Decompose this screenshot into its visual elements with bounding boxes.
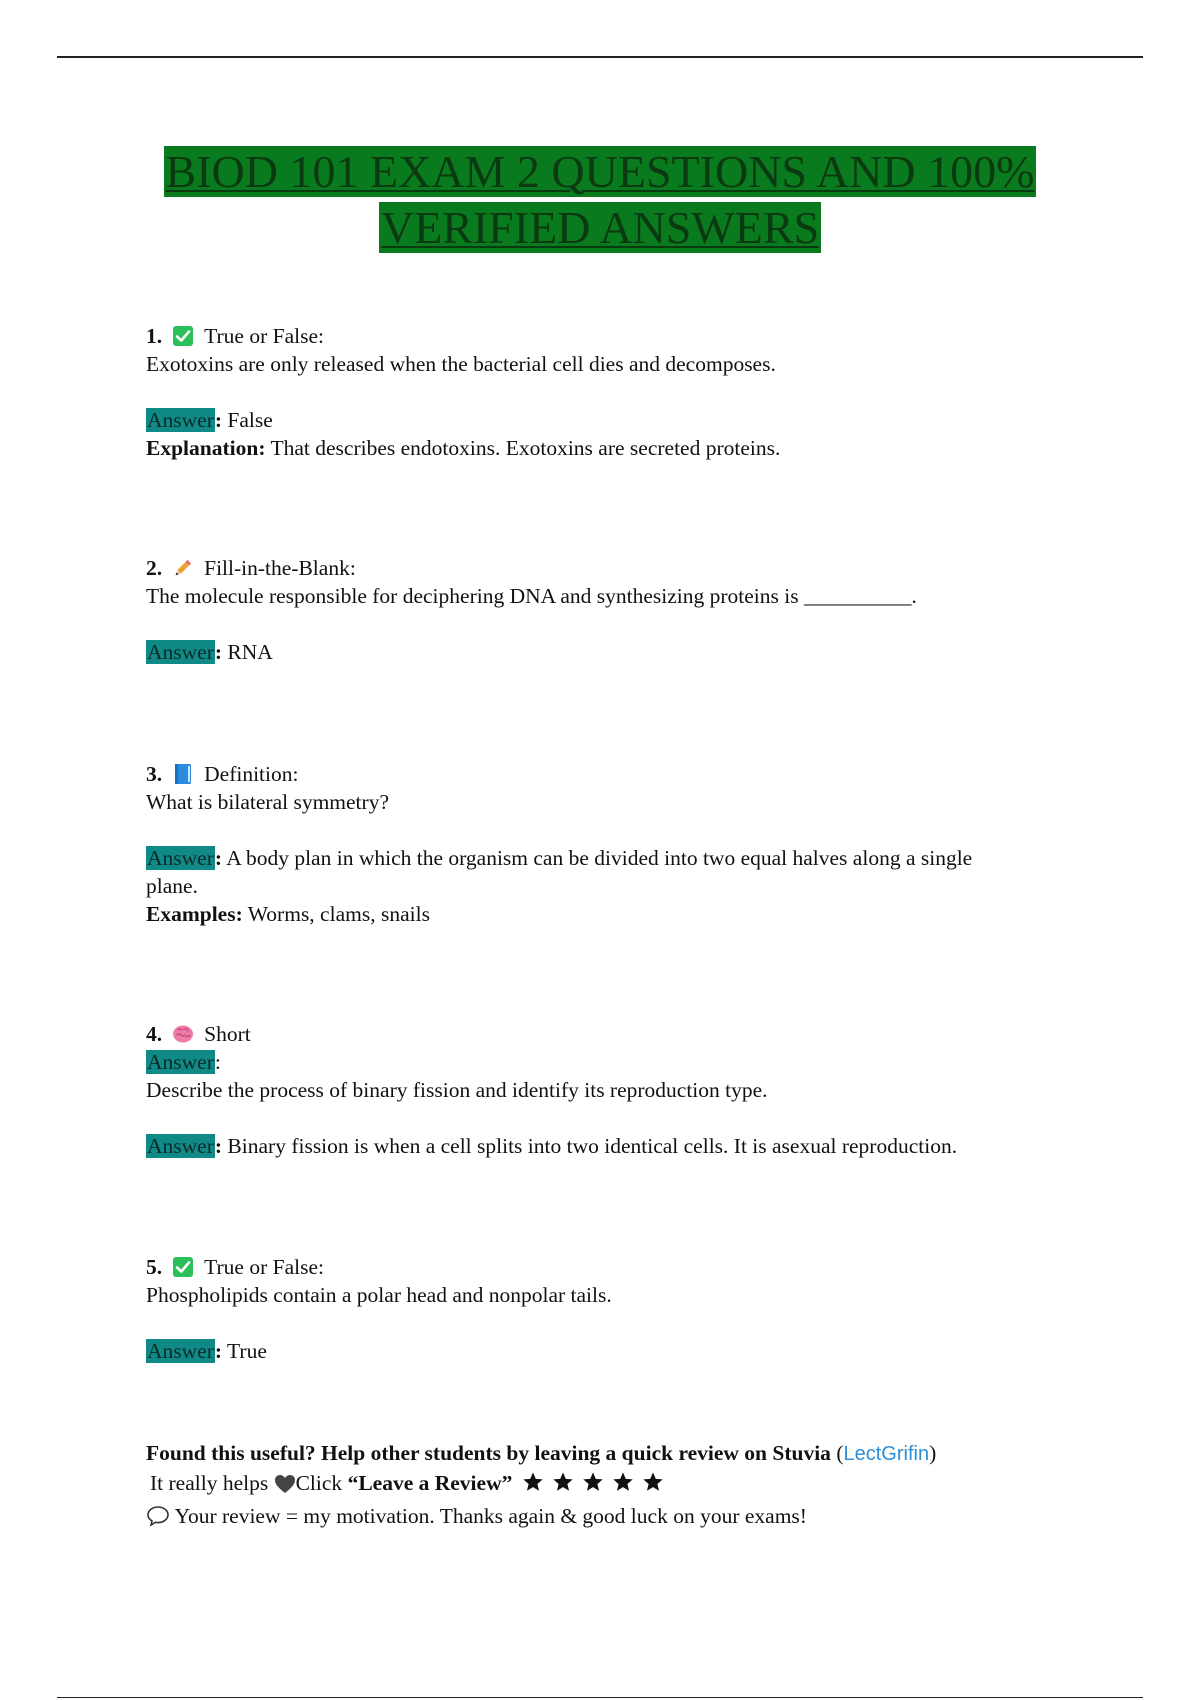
explanation-text: That describes endotoxins. Exotoxins are secreted proteins. [265,436,781,460]
question-prompt: The molecule responsible for deciphering DNA and synthesizing proteins is __________. [146,584,917,608]
question-prompt: Describe the process of binary fission and identify its reproduction type. [146,1078,768,1102]
examples-line [146,900,1086,928]
review-footer [146,1439,1106,1535]
question-type: True or False: [204,1255,324,1279]
bottom-rule [57,1697,1143,1698]
review-helps-line: It really helps Click “Leave a Review” [146,1469,1106,1502]
answer-text: A body plan in which the organism can be divided into two equal halves along a single [222,846,973,870]
answer-label: Answer [147,846,214,870]
answer-line [146,638,1086,666]
leave-review-label: “Leave a Review” [347,1471,513,1495]
question-prompt: Phospholipids contain a polar head and nonpolar tails. [146,1283,612,1307]
question-number: 3. [146,762,163,786]
five-stars [522,1471,664,1493]
question-type-continued: Answer: [147,1050,221,1074]
heart-icon [274,1473,296,1502]
title-line-1: BIOD 101 EXAM 2 QUESTIONS AND 100% [165,146,1035,197]
review-cta: Found this useful? Help other students by leaving a quick review on Stuvia [146,1441,831,1465]
answer-line [146,406,1086,434]
answer-line [146,1337,1086,1365]
top-rule [57,56,1143,58]
brain-icon [172,1023,194,1045]
answer-colon: : [214,1339,223,1363]
star-icon [522,1471,544,1493]
question-2 [146,554,1086,666]
author-link[interactable]: LectGrifin [843,1443,930,1465]
answer-value: RNA [222,640,273,664]
answer-label: Answer [147,1134,214,1158]
answer-value: True [222,1339,267,1363]
review-motivation-line: Your review = my motivation. Thanks again & good luck on your exams! [146,1502,1106,1535]
check-box-icon [172,325,194,347]
answer-colon: : [214,846,223,870]
star-icon [552,1471,574,1493]
star-icon [642,1471,664,1493]
answer-text-continued: plane. [146,874,198,898]
blue-book-icon [172,763,194,785]
question-5 [146,1253,1086,1365]
question-number: 5. [146,1255,163,1279]
review-cta-line: Found this useful? Help other students by leaving a quick review on Stuvia (LectGrifin) [146,1441,937,1465]
question-prompt: Exotoxins are only released when the bacterial cell dies and decomposes. [146,352,776,376]
answer-colon: : [214,408,223,432]
answer-colon: : [214,1134,223,1158]
answer-label: Answer [147,408,214,432]
star-icon [582,1471,604,1493]
title-line-2: VERIFIED ANSWERS [380,202,820,253]
question-type: Short [204,1022,251,1046]
question-4 [146,1020,1086,1160]
pencil-icon [172,557,194,579]
question-1 [146,322,1086,462]
question-number: 2. [146,556,163,580]
explanation-label: Explanation: [146,436,266,460]
answer-value: Binary fission is when a cell splits into two identical cells. It is asexual reproduction. [222,1134,958,1158]
answer-colon: : [214,640,223,664]
check-box-icon [172,1256,194,1278]
question-3 [146,760,1086,928]
explanation-line [146,434,1086,462]
question-type: Definition: [204,762,299,786]
question-number: 1. [146,324,163,348]
answer-line [146,844,1086,872]
question-type: Fill-in-the-Blank: [204,556,356,580]
question-number: 4. [146,1022,163,1046]
examples-label: Examples: [146,902,243,926]
examples-text: Worms, clams, snails [242,902,430,926]
question-type: True or False: [204,324,324,348]
answer-label: Answer [147,640,214,664]
answer-line [146,1132,1086,1160]
page-title [100,144,1100,256]
question-prompt: What is bilateral symmetry? [146,790,389,814]
speech-bubble-icon [146,1505,170,1535]
answer-label: Answer [147,1339,214,1363]
answer-value: False [222,408,273,432]
answer-label: Answer [147,1050,214,1074]
star-icon [612,1471,634,1493]
